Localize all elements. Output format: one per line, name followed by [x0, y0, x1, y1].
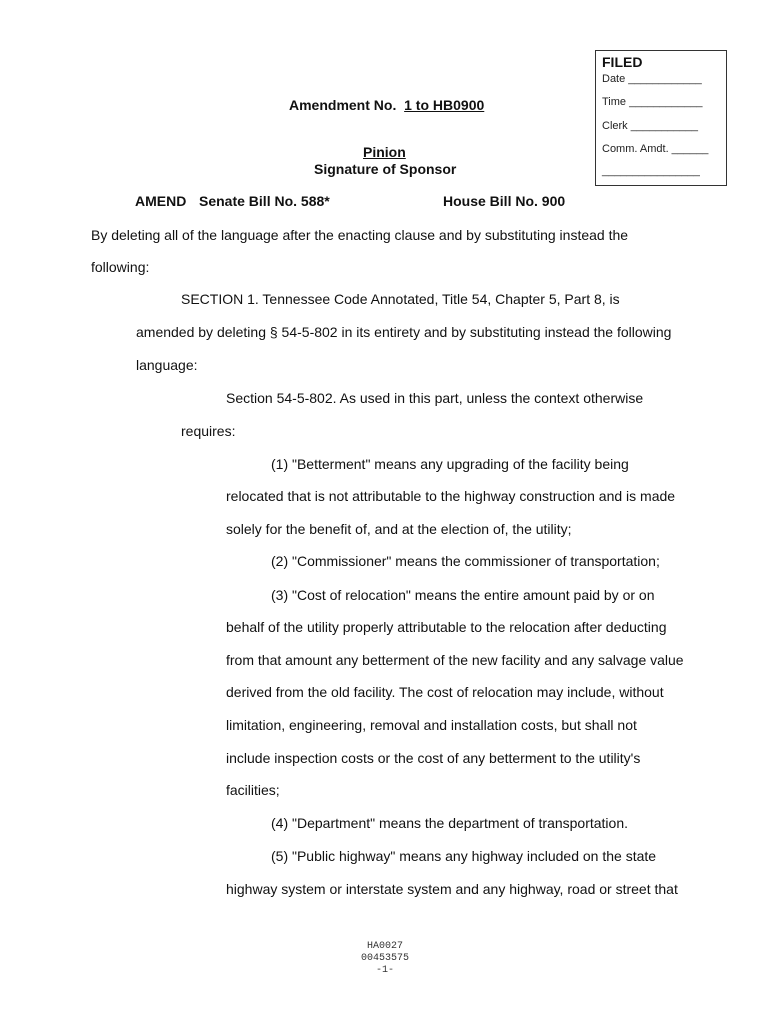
text-line: (3) "Cost of relocation" means the entire amount paid by or on: [271, 587, 655, 603]
text-line: derived from the old facility. The cost of relocation may include, without: [226, 684, 664, 700]
text-line: SECTION 1. Tennessee Code Annotated, Title 54, Chapter 5, Part 8, is: [181, 291, 620, 307]
text-line: from that amount any betterment of the new facility and any salvage value: [226, 652, 684, 668]
text-line: (5) "Public highway" means any highway included on the state: [271, 848, 657, 864]
text-line: highway system or interstate system and any highway, road or street that: [226, 881, 678, 897]
text-line: By deleting all of the language after the enacting clause and by substituting instead the: [91, 227, 629, 243]
text-line: solely for the benefit of, and at the election of, the utility;: [226, 521, 572, 537]
text-line: amended by deleting § 54-5-802 in its entirety and by substituting instead the following: [136, 324, 672, 340]
text-line: (4) "Department" means the department of transportation.: [271, 815, 629, 831]
amendment-number: 1 to HB0900: [404, 97, 485, 113]
filed-clerk: Clerk ___________: [602, 120, 699, 132]
text-line: (2) "Commissioner" means the commissioner of transportation;: [271, 553, 660, 569]
sponsor-caption: Signature of Sponsor: [314, 161, 457, 177]
filed-blank-line: ________________: [602, 165, 700, 177]
amendment-prefix: Amendment No.: [289, 97, 397, 113]
text-line: include inspection costs or the cost of any betterment to the utility's: [226, 750, 641, 766]
text-line: Section 54-5-802. As used in this part, unless the context otherwise: [226, 390, 644, 406]
text-line: following:: [91, 259, 150, 275]
amend-label: AMEND: [135, 193, 187, 209]
text-line: relocated that is not attributable to the highway construction and is made: [226, 488, 676, 504]
text-line: limitation, engineering, removal and installation costs, but shall not: [226, 717, 637, 733]
text-line: language:: [136, 357, 198, 373]
filed-comm-amdt: Comm. Amdt. ______: [602, 143, 709, 155]
text-line: (1) "Betterment" means any upgrading of the facility being: [271, 456, 629, 472]
filed-time: Time ____________: [602, 96, 703, 108]
text-line: behalf of the utility properly attributable to the relocation after deducting: [226, 619, 667, 635]
senate-bill: Senate Bill No. 588*: [199, 193, 330, 209]
footer-number: 00453575: [360, 953, 409, 964]
footer-code: HA0027: [366, 941, 403, 952]
house-bill: House Bill No. 900: [443, 193, 566, 209]
filed-title: FILED: [602, 54, 643, 70]
amendment-title: [289, 97, 484, 113]
page-number: -1-: [375, 965, 394, 976]
sponsor-name: Pinion: [363, 144, 406, 160]
filed-box: [595, 50, 727, 186]
text-line: facilities;: [226, 782, 280, 798]
filed-date: Date ____________: [602, 73, 702, 85]
text-line: requires:: [181, 423, 236, 439]
